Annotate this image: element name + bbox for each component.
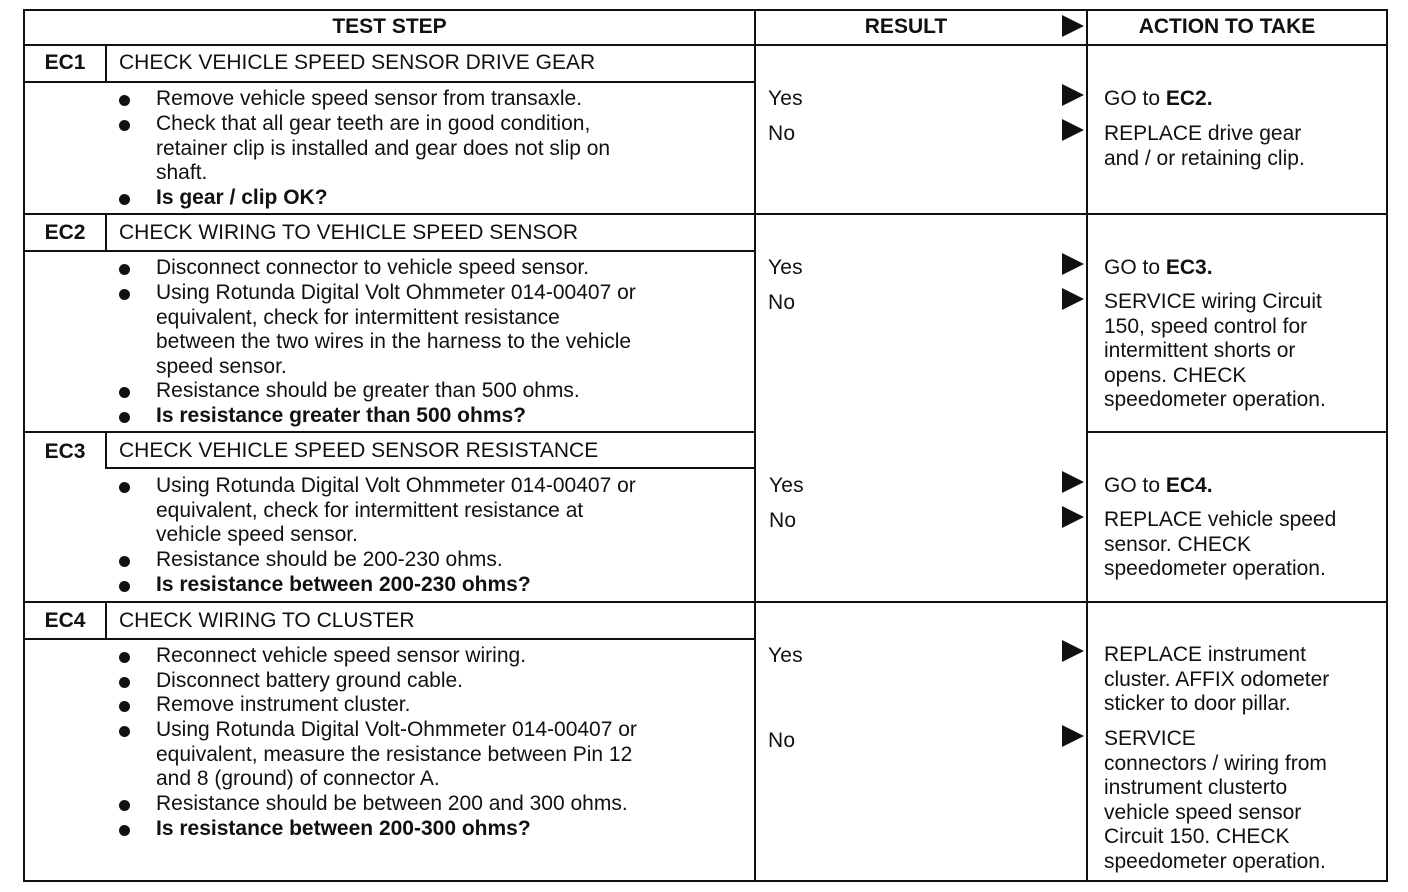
step-bullet: Using Rotunda Digital Volt Ohmmeter 014-00407 or equivalent, check for intermittent resistance between the two wires in the harness to the vehicle speed sensor. [156, 281, 636, 378]
result-yes: Yes [768, 256, 803, 279]
column-divider-action [1086, 9, 1088, 882]
bullet-icon [119, 289, 130, 300]
result-no: No [768, 729, 796, 752]
result-yes: Yes [769, 474, 804, 497]
result-arrow-icon [1062, 119, 1084, 141]
row-divider [1086, 431, 1388, 433]
step-bullet: Reconnect vehicle speed sensor wiring. [156, 644, 527, 667]
row-divider [23, 601, 1388, 603]
header-result: RESULT [864, 15, 948, 38]
bullet-icon [119, 677, 130, 688]
step-question: Is resistance between 200-300 ohms? [156, 817, 531, 840]
result-arrow-icon [1062, 725, 1084, 747]
step-bullet: Remove vehicle speed sensor from transaxle. [156, 87, 583, 110]
title-underline [23, 638, 756, 640]
result-no: No [768, 122, 796, 145]
bullet-icon [119, 825, 130, 836]
result-arrow-icon [1062, 506, 1084, 528]
step-id: EC4 [44, 609, 86, 632]
step-bullet: Resistance should be between 200 and 300 ohms. [156, 792, 628, 815]
bullet-icon [119, 412, 130, 423]
action-yes: GO to EC4. [1104, 474, 1213, 497]
step-title: CHECK VEHICLE SPEED SENSOR DRIVE GEAR [119, 51, 596, 74]
table-border-right [1386, 9, 1388, 882]
step-id: EC3 [44, 440, 86, 463]
header-test-step: TEST STEP [332, 15, 447, 38]
result-yes: Yes [768, 87, 803, 110]
title-underline [105, 467, 756, 469]
header-action: ACTION TO TAKE [1138, 15, 1316, 38]
bullet-icon [119, 194, 130, 205]
bullet-icon [119, 581, 130, 592]
row-divider [23, 213, 1388, 215]
step-id: EC1 [44, 51, 86, 74]
table-border-bottom [23, 880, 1388, 882]
step-question: Is resistance greater than 500 ohms? [156, 404, 526, 427]
result-arrow-icon [1062, 471, 1084, 493]
bullet-icon [119, 95, 130, 106]
result-arrow-icon [1062, 84, 1084, 106]
id-divider [105, 213, 107, 252]
result-no: No [769, 509, 797, 532]
id-divider [105, 431, 107, 469]
bullet-icon [119, 726, 130, 737]
id-divider [105, 601, 107, 640]
step-id: EC2 [44, 221, 86, 244]
step-bullet: Remove instrument cluster. [156, 693, 411, 716]
action-no: REPLACE drive gear and / or retaining clip. [1104, 122, 1305, 170]
step-bullet: Using Rotunda Digital Volt Ohmmeter 014-00407 or equivalent, check for intermittent resistance at vehicle speed sensor. [156, 474, 636, 546]
bullet-icon [119, 652, 130, 663]
header-arrow-icon [1062, 15, 1084, 37]
step-bullet: Disconnect connector to vehicle speed sensor. [156, 256, 590, 279]
result-arrow-icon [1062, 288, 1084, 310]
step-question: Is gear / clip OK? [156, 186, 328, 209]
step-bullet: Check that all gear teeth are in good condition, retainer clip is installed and gear does not slip on shaft. [156, 112, 611, 184]
id-divider [105, 44, 107, 83]
title-underline [23, 250, 756, 252]
action-yes: REPLACE instrument cluster. AFFIX odometer sticker to door pillar. [1104, 643, 1330, 715]
result-arrow-icon [1062, 640, 1084, 662]
result-arrow-icon [1062, 253, 1084, 275]
action-no: REPLACE vehicle speed sensor. CHECK speedometer operation. [1104, 508, 1337, 580]
bullet-icon [119, 264, 130, 275]
row-divider [23, 431, 756, 433]
step-bullet: Resistance should be greater than 500 ohms. [156, 379, 580, 402]
step-title: CHECK VEHICLE SPEED SENSOR RESISTANCE [119, 439, 599, 462]
bullet-icon [119, 120, 130, 131]
step-bullet: Disconnect battery ground cable. [156, 669, 464, 692]
action-no: SERVICE connectors / wiring from instrument clusterto vehicle speed sensor Circuit 150. CHECK speedometer operation. [1104, 727, 1327, 873]
bullet-icon [119, 800, 130, 811]
action-yes: GO to EC3. [1104, 256, 1213, 279]
action-no: SERVICE wiring Circuit 150, speed control for intermittent shorts or opens. CHECK speedometer operation. [1104, 290, 1326, 411]
step-bullet: Using Rotunda Digital Volt-Ohmmeter 014-00407 or equivalent, measure the resistance between Pin 12 and 8 (ground) of connector A. [156, 718, 637, 790]
result-no: No [768, 291, 796, 314]
bullet-icon [119, 482, 130, 493]
step-question: Is resistance between 200-230 ohms? [156, 573, 531, 596]
action-yes: GO to EC2. [1104, 87, 1213, 110]
bullet-icon [119, 387, 130, 398]
step-bullet: Resistance should be 200-230 ohms. [156, 548, 503, 571]
title-underline [23, 81, 756, 83]
step-title: CHECK WIRING TO VEHICLE SPEED SENSOR [119, 221, 578, 244]
bullet-icon [119, 556, 130, 567]
result-yes: Yes [768, 644, 803, 667]
bullet-icon [119, 701, 130, 712]
column-divider-result [754, 9, 756, 882]
step-title: CHECK WIRING TO CLUSTER [119, 609, 415, 632]
